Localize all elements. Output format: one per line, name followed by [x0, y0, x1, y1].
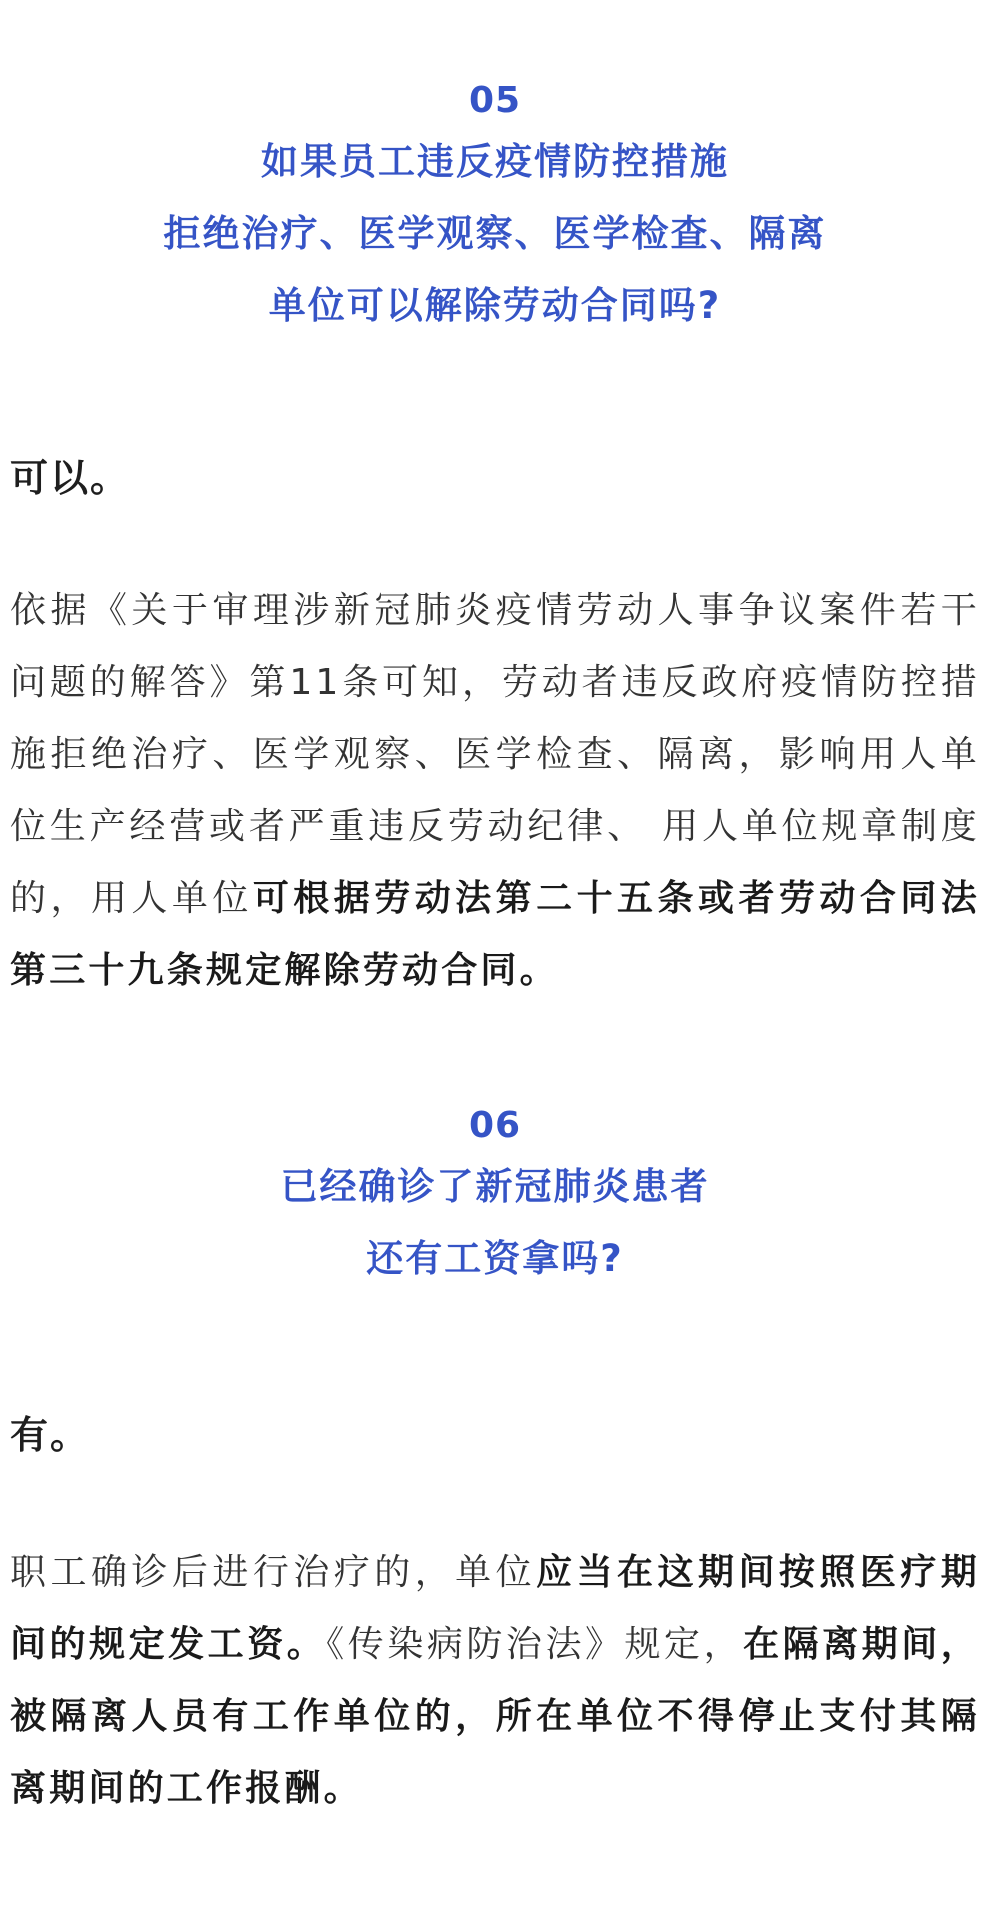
paragraph-text: 《传染病防治法》规定， — [326, 1624, 744, 1665]
paragraph-bold-text: 在隔离期间，被隔离人员有工作单位的，所在单位不得停止支付其隔离期间的工作报酬。 — [10, 1624, 981, 1809]
section-06-answer: 有。 — [10, 1413, 91, 1457]
paragraph-bold-text: 应当在这期间按照医疗期间的规定发工资。 — [10, 1552, 980, 1665]
section-05-heading — [0, 76, 990, 342]
section-06-paragraph — [0, 1537, 990, 1825]
section-number: 06 — [468, 1105, 522, 1146]
heading-line: 如果员工违反疫情防控措施 — [261, 140, 729, 183]
paragraph-text: 依据《关于审理涉新冠肺炎疫情劳动人事争议案件若干问题的解答》第11条可知，劳动者违反政府疫情防控措施拒绝治疗、医学观察、医学检查、隔离，影响用人单位生产经营或者严重违反劳动纪律、 用人单位规章制度的，用人单位 — [10, 590, 980, 919]
heading-line: 拒绝治疗、医学观察、医学检查、隔离 — [163, 212, 827, 255]
section-05-paragraph — [0, 575, 990, 1007]
paragraph-bold-text: 可根据劳动法第二十五条或者劳动合同法第三十九条规定解除劳动合同。 — [10, 878, 981, 991]
paragraph-text: 职工确诊后进行治疗的，单位 — [10, 1552, 537, 1593]
heading-line: 单位可以解除劳动合同吗? — [268, 284, 722, 327]
heading-line: 已经确诊了新冠肺炎患者 — [280, 1165, 710, 1208]
heading-line: 还有工资拿吗? — [366, 1237, 624, 1280]
section-05-answer: 可以。 — [10, 456, 131, 500]
section-06-heading — [0, 1101, 990, 1295]
section-number: 05 — [468, 80, 522, 121]
